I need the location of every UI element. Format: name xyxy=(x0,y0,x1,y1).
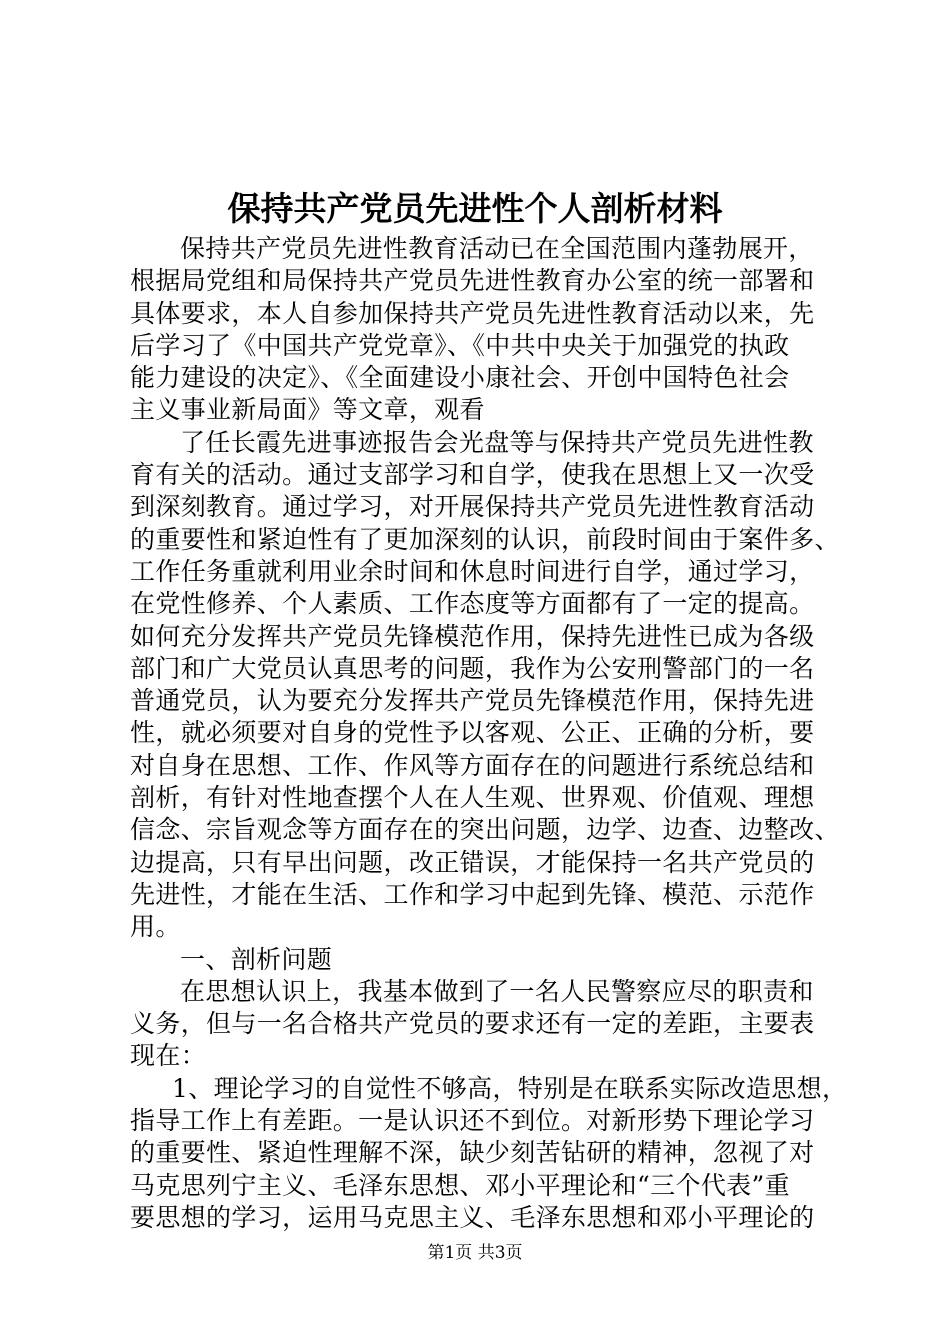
document-body xyxy=(130,233,850,1234)
body-text-line: 育有关的活动。通过支部学习和自学，使我在思想上又一次受 xyxy=(130,460,815,490)
body-text-line: 用。 xyxy=(130,912,181,942)
body-text-line: 了任长霞先进事迹报告会光盘等与保持共产党员先进性教 xyxy=(180,427,814,457)
body-text-line: 义务，但与一名合格共产党员的要求还有一定的差距，主要表 xyxy=(130,1009,815,1039)
body-text-line: 要思想的学习，运用马克思主义、毛泽东思想和邓小平理论的 xyxy=(130,1202,815,1232)
body-text-line: 根据局党组和局保持共产党员先进性教育办公室的统一部署和 xyxy=(130,266,815,296)
body-text-line: 部门和广大党员认真思考的问题，我作为公安刑警部门的一名 xyxy=(130,653,815,683)
body-text-line: 到深刻教育。通过学习，对开展保持共产党员先进性教育活动 xyxy=(130,492,815,522)
body-text-line: 具体要求，本人自参加保持共产党员先进性教育活动以来，先 xyxy=(130,298,815,328)
body-text-line: 对自身在思想、工作、作风等方面存在的问题进行系统总结和 xyxy=(130,750,815,780)
body-text-line: 工作任务重就利用业余时间和休息时间进行自学，通过学习， xyxy=(130,556,815,586)
body-text-line: 现在： xyxy=(130,1041,207,1071)
body-text-line: 的重要性、紧迫性理解不深，缺少刻苦钻研的精神，忽视了对 xyxy=(130,1138,815,1168)
body-text-line: 如何充分发挥共产党员先锋模范作用，保持先进性已成为各级 xyxy=(130,621,815,651)
body-text-line: 后学习了《中国共产党党章》、《中共中央关于加强党的执政 xyxy=(130,330,790,360)
body-text-line: 指导工作上有差距。一是认识还不到位。对新形势下理论学习 xyxy=(130,1106,815,1136)
body-text-line: 信念、宗旨观念等方面存在的突出问题，边学、边查、边整改、 xyxy=(130,815,840,845)
body-text-line: 在思想认识上，我基本做到了一名人民警察应尽的职责和 xyxy=(180,976,814,1006)
body-text-line: 1、理论学习的自觉性不够高，特别是在联系实际改造思想， xyxy=(172,1073,848,1103)
body-text-line: 主义事业新局面》等文章，观看 xyxy=(130,395,485,425)
body-text-line: 在党性修养、个人素质、工作态度等方面都有了一定的提高。 xyxy=(130,589,815,619)
body-text-line: 边提高，只有早出问题，改正错误，才能保持一名共产党员的 xyxy=(130,847,815,877)
body-text-line: 能力建设的决定》、《全面建设小康社会、开创中国特色社会 xyxy=(130,363,790,393)
body-text-line: 性，就必须要对自身的党性予以客观、公正、正确的分析，要 xyxy=(130,718,815,748)
body-text-line: 一、剖析问题 xyxy=(180,944,333,974)
body-text-line: 马克思列宁主义、毛泽东思想、邓小平理论和“三个代表”重 xyxy=(130,1170,791,1200)
body-text-line: 普通党员，认为要充分发挥共产党员先锋模范作用，保持先进 xyxy=(130,686,815,716)
body-text-line: 剖析，有针对性地查摆个人在人生观、世界观、价值观、理想 xyxy=(130,783,815,813)
body-text-line: 先进性，才能在生活、工作和学习中起到先锋、模范、示范作 xyxy=(130,879,815,909)
page-footer: 第1页 共3页 xyxy=(427,1243,523,1263)
document-title: 保持共产党员先进性个人剖析材料 xyxy=(227,189,723,228)
body-text-line: 保持共产党员先进性教育活动已在全国范围内蓬勃展开， xyxy=(180,234,814,263)
body-text-line: 的重要性和紧迫性有了更加深刻的认识，前段时间由于案件多、 xyxy=(130,524,840,554)
